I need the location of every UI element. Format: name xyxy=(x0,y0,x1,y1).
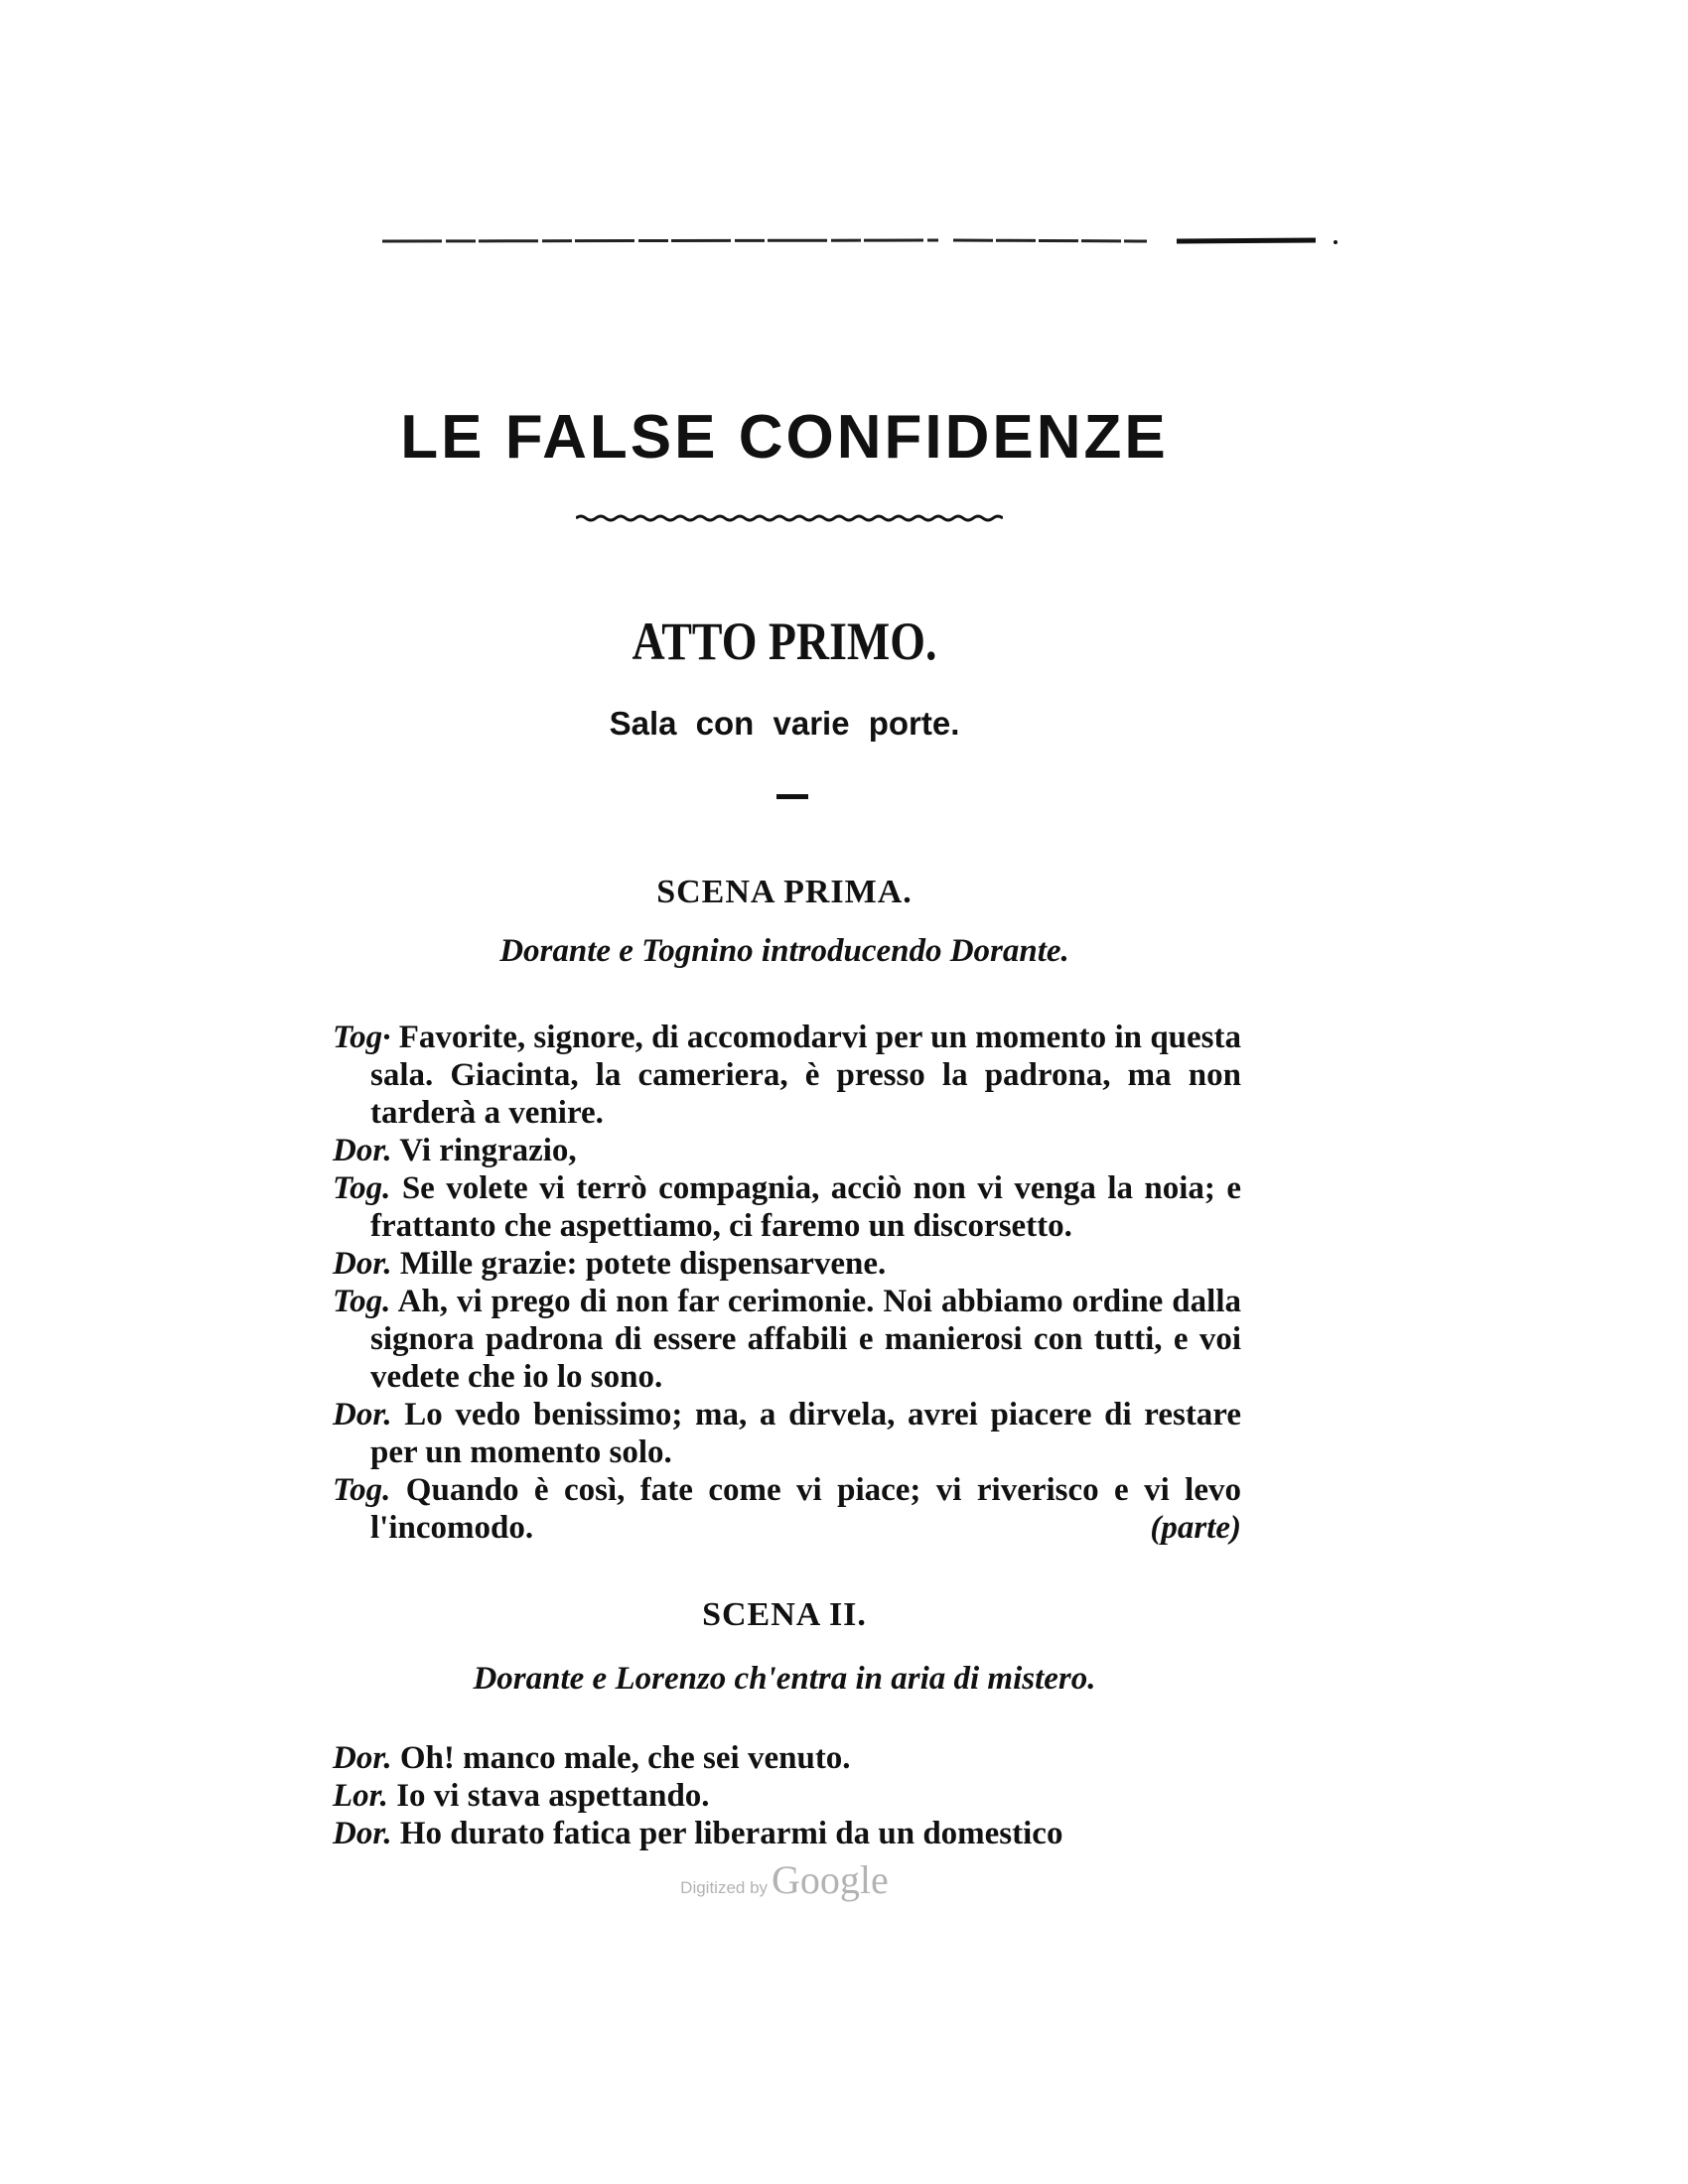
dialogue-line xyxy=(333,1815,1241,1852)
dialogue-line xyxy=(333,1169,1241,1245)
play-title: LE FALSE CONFIDENZE xyxy=(400,403,1169,472)
line-text: Io vi stava aspettando. xyxy=(396,1778,710,1814)
scene-1-dialogue xyxy=(333,1019,1241,1547)
act-heading: ATTO PRIMO. xyxy=(632,612,937,671)
line-text: Se volete vi terrò compagnia, acciò non vi venga la noia; e frattanto che aspettiamo, ci faremo un discorsetto. xyxy=(370,1170,1242,1244)
dialogue-line xyxy=(333,1132,1241,1169)
speaker-name: Lor. xyxy=(333,1778,388,1814)
watermark-logo-text: Google xyxy=(772,1857,889,1902)
stage-direction: (parte) xyxy=(1150,1510,1241,1546)
speaker-name: Dor. xyxy=(333,1740,392,1776)
dialogue-line xyxy=(333,1245,1241,1283)
line-text: Ah, vi prego di non far cerimonie. Noi abbiamo ordine dalla signora padrona di essere affabili e manierosi con tutti, e voi vedete che io lo sono. xyxy=(370,1284,1241,1395)
watermark-small-text: Digitized by xyxy=(680,1878,769,1897)
speaker-name: Tog· xyxy=(333,1020,391,1055)
speaker-name: Tog. xyxy=(333,1284,391,1319)
digitized-watermark xyxy=(0,1856,1569,1903)
scene-2-dialogue xyxy=(333,1739,1241,1852)
speaker-name: Dor. xyxy=(333,1246,392,1282)
dialogue-line xyxy=(333,1471,1241,1547)
line-text: Vi ringrazio, xyxy=(399,1133,577,1168)
line-text: Mille grazie: potete dispensarvene. xyxy=(399,1246,887,1282)
dialogue-line xyxy=(333,1283,1241,1396)
speaker-name: Dor. xyxy=(333,1816,392,1851)
scene-subtitle: Dorante e Tognino introducendo Dorante. xyxy=(499,933,1069,969)
line-text: Ho durato fatica per liberarmi da un domestico xyxy=(399,1816,1063,1851)
section-dash xyxy=(776,794,808,799)
line-text: Favorite, signore, di accomodarvi per un momento in questa sala. Giacinta, la cameriera, è presso la padrona, ma non tarderà a venire. xyxy=(370,1020,1242,1131)
dialogue-line xyxy=(333,1396,1241,1471)
speaker-name: Tog. xyxy=(333,1472,391,1508)
decorative-top-rule xyxy=(382,236,1340,246)
dialogue-line xyxy=(333,1777,1241,1815)
scene-subtitle: Dorante e Lorenzo ch'entra in aria di mistero. xyxy=(473,1661,1096,1697)
scene-setting: Sala con varie porte. xyxy=(609,705,960,742)
speaker-name: Tog. xyxy=(333,1170,391,1206)
speaker-name: Dor. xyxy=(333,1397,392,1433)
line-text: Lo vedo benissimo; ma, a dirvela, avrei piacere di restare per un momento solo. xyxy=(370,1397,1242,1470)
dialogue-line xyxy=(333,1019,1241,1132)
scene-heading: SCENA II. xyxy=(702,1596,867,1633)
speaker-name: Dor. xyxy=(333,1133,392,1168)
line-text: Quando è così, fate come vi piace; vi riverisco e vi levo l'incomodo. xyxy=(370,1472,1241,1546)
title-underline xyxy=(576,514,1003,522)
dialogue-line xyxy=(333,1739,1241,1777)
scene-heading: SCENA PRIMA. xyxy=(656,874,913,910)
line-text: Oh! manco male, che sei venuto. xyxy=(399,1740,851,1776)
